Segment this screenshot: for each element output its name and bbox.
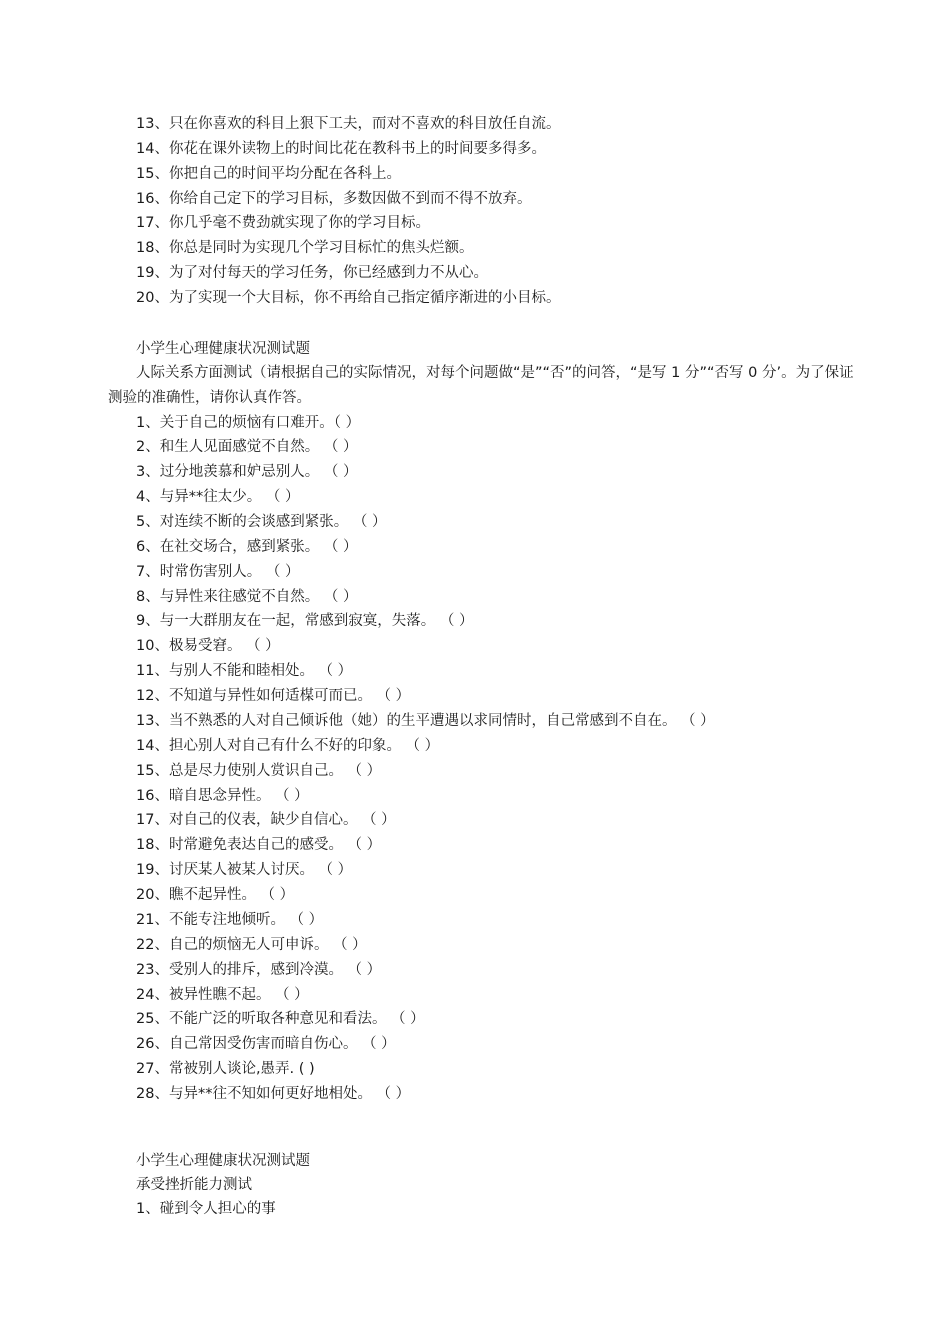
- question-item: 28、与异**往不知如何更好地相处。 （ ）: [136, 1086, 411, 1102]
- question-item: 13、只在你喜欢的科目上狠下工夫，而对不喜欢的科目放任自流。: [136, 116, 561, 132]
- question-item: 20、为了实现一个大目标，你不再给自己指定循序渐进的小目标。: [136, 290, 561, 306]
- question-item: 16、暗自思念异性。 （ ）: [136, 788, 309, 804]
- question-item: 23、受别人的排斥，感到冷漠。 （ ）: [136, 962, 382, 978]
- question-item: 19、为了对付每天的学习任务，你已经感到力不从心。: [136, 265, 488, 281]
- question-item: 1、关于自己的烦恼有口难开。（ ）: [136, 415, 361, 431]
- question-item: 14、担心别人对自己有什么不好的印象。 （ ）: [136, 738, 440, 754]
- question-item: 18、你总是同时为实现几个学习目标忙的焦头烂额。: [136, 240, 474, 256]
- question-item: 14、你花在课外读物上的时间比花在教科书上的时间要多得多。: [136, 141, 546, 157]
- question-item: 1、碰到令人担心的事: [136, 1201, 276, 1217]
- section-instructions: 人际关系方面测试（请根据自己的实际情况，对每个问题做“是”“否”的问答，“是写 1 分”“否写 0 分’。为了保证测验的准确性，请你认真作答。: [108, 365, 854, 406]
- question-item: 4、与异**往太少。 （ ）: [136, 489, 300, 505]
- question-item: 24、被异性瞧不起。 （ ）: [136, 987, 309, 1003]
- question-item: 27、常被别人谈论,愚弄. ( ): [136, 1061, 315, 1077]
- question-item: 11、与别人不能和睦相处。 （ ）: [136, 663, 353, 679]
- question-item: 10、极易受窘。 （ ）: [136, 638, 280, 654]
- question-item: 25、不能广泛的听取各种意见和看法。 （ ）: [136, 1011, 425, 1027]
- section-subtitle: 承受挫折能力测试: [136, 1177, 252, 1193]
- question-item: 22、自己的烦恼无人可申诉。 （ ）: [136, 937, 367, 953]
- section-title: 小学生心理健康状况测试题: [136, 1153, 310, 1169]
- question-item: 17、对自己的仪表，缺少自信心。 （ ）: [136, 812, 396, 828]
- question-item: 15、你把自己的时间平均分配在各科上。: [136, 166, 401, 182]
- section-title: 小学生心理健康状况测试题: [136, 341, 310, 357]
- question-item: 13、当不熟悉的人对自己倾诉他（她）的生平遭遇以求同情时，自己常感到不自在。 （ ）: [136, 713, 715, 729]
- question-item: 6、在社交场合，感到紧张。 （ ）: [136, 539, 358, 555]
- question-item: 9、与一大群朋友在一起，常感到寂寞，失落。 （ ）: [136, 613, 474, 629]
- question-item: 2、和生人见面感觉不自然。 （ ）: [136, 439, 358, 455]
- question-item: 12、不知道与异性如何适楳可而已。 （ ）: [136, 688, 411, 704]
- question-item: 18、时常避免表达自己的感受。 （ ）: [136, 837, 382, 853]
- question-item: 15、总是尽力使别人赏识自己。 （ ）: [136, 763, 382, 779]
- question-item: 7、时常伤害别人。 （ ）: [136, 564, 300, 580]
- question-item: 19、讨厌某人被某人讨厌。 （ ）: [136, 862, 353, 878]
- question-item: 5、对连续不断的会谈感到紧张。 （ ）: [136, 514, 387, 530]
- question-item: 21、不能专注地倾听。 （ ）: [136, 912, 324, 928]
- question-item: 17、你几乎毫不费劲就实现了你的学习目标。: [136, 215, 430, 231]
- question-item: 3、过分地羡慕和妒忌别人。 （ ）: [136, 464, 358, 480]
- question-item: 8、与异性来往感觉不自然。 （ ）: [136, 589, 358, 605]
- question-item: 26、自己常因受伤害而暗自伤心。 （ ）: [136, 1036, 396, 1052]
- question-item: 16、你给自己定下的学习目标，多数因做不到而不得不放弃。: [136, 191, 532, 207]
- question-item: 20、瞧不起异性。 （ ）: [136, 887, 295, 903]
